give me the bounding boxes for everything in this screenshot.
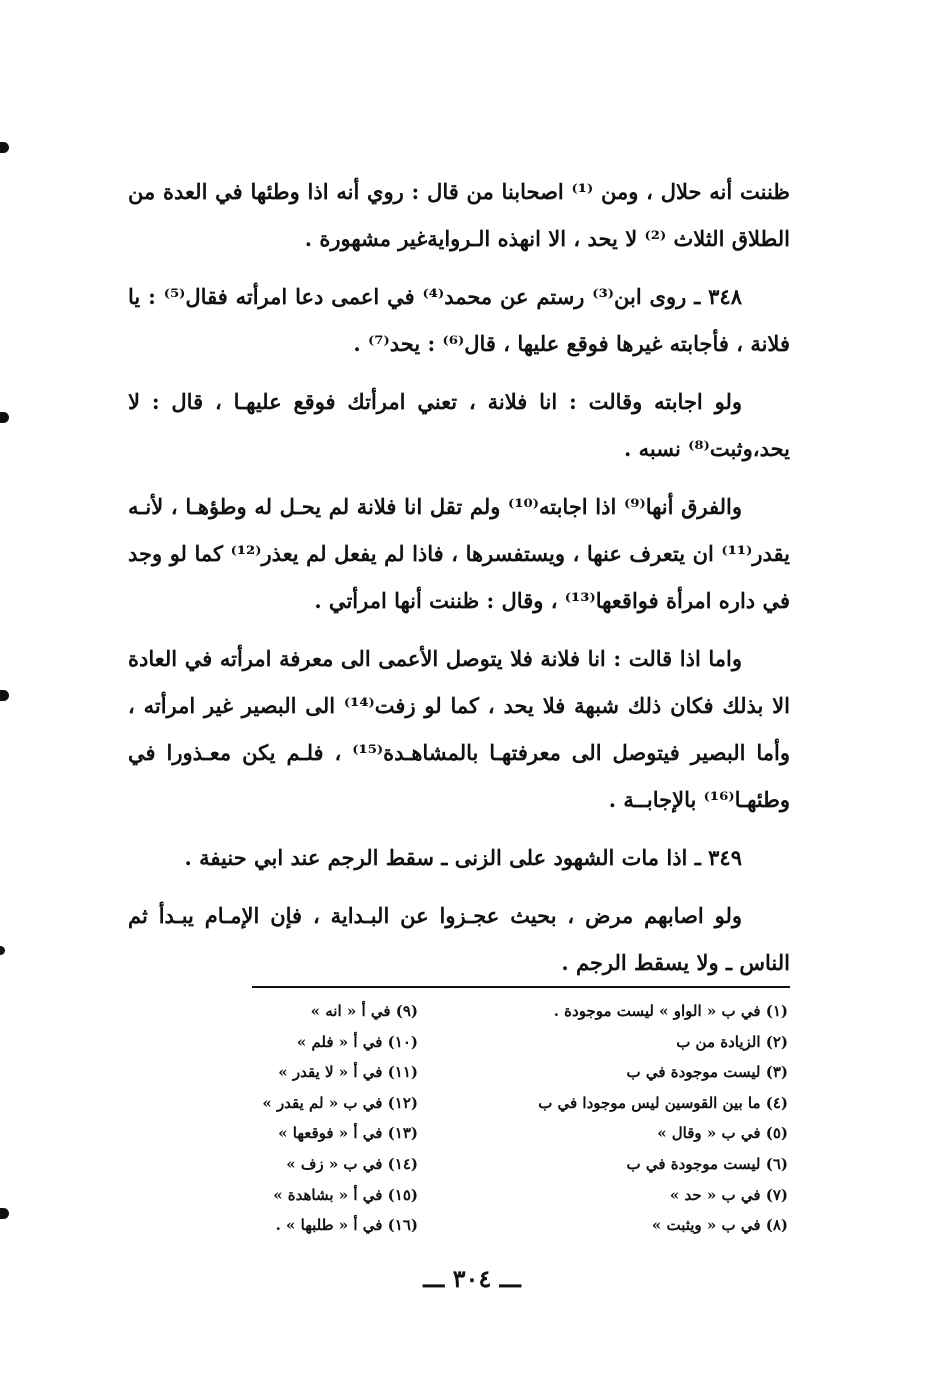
scan-edge-mark <box>0 1208 9 1219</box>
paragraph-349: ٣٤٩ ـ اذا مات الشهود على الزنى ـ سقط الرجم عند ابي حنيفة . <box>184 845 742 870</box>
footnote-separator <box>252 986 790 988</box>
footnote-3: (٣) ليست موجودة في ب <box>626 1063 788 1082</box>
page-number: ـــ ٣٠٤ ـــ <box>423 1264 521 1293</box>
paragraph-7: ولو اصابهم مرض ، بحيث عجـزوا عن البـداية ، فإن الإمـام يبـدأ ثم الناس ـ ولا يسقط الرجم . <box>128 903 790 975</box>
paragraph-348: ٣٤٨ ـ روى ابن⁽³⁾ رستم عن محمد⁽⁴⁾ في اعمى دعا امرأته فقال⁽⁵⁾ : يا فلانة ، فأجابته غيرها فوقع عليها ، قال⁽⁶⁾ : يحد⁽⁷⁾ . <box>128 284 790 356</box>
footnote-2: (٢) الزيادة من ب <box>676 1032 788 1051</box>
footnote-13: (١٣) في أ « فوقعها » <box>278 1124 418 1143</box>
footnote-8: (٨) في ب « ويثبت » <box>651 1216 788 1235</box>
footnotes-left-column <box>228 996 418 1241</box>
footnote-15: (١٥) في أ « بشاهدة » <box>273 1185 418 1204</box>
footnote-11: (١١) في أ « لا يقدر » <box>278 1063 418 1082</box>
footnote-1: (١) في ب « الواو » ليست موجودة . <box>553 1002 788 1020</box>
paragraph-5: واما اذا قالت : انا فلانة فلا يتوصل الأعمى الى معرفة امرأته في العادة الا بذلك فكان ذلك شبهة فلا يحد ، كما لو زفت⁽¹⁴⁾ الى البصير غير امرأته ، وأما البصير فيتوصل الى معرفتهـا بالمشاهـدة⁽¹⁵⁾ ، فلـم يكن معـذورا في وطئهـا⁽¹⁶⁾ بالإجابــة . <box>128 646 790 812</box>
scan-edge-mark <box>0 690 9 701</box>
footnote-16: (١٦) في أ « طلبها » . <box>275 1216 418 1235</box>
footnote-9: (٩) في أ « انه » <box>310 1002 418 1020</box>
footnotes-right-column <box>498 996 788 1241</box>
footnote-4: (٤) ما بين القوسين ليس موجودا في ب <box>538 1093 788 1112</box>
scan-edge-mark <box>0 412 9 423</box>
footnote-10: (١٠) في أ « فلم » <box>296 1032 418 1051</box>
footnote-5: (٥) في ب « وقال » <box>657 1124 788 1143</box>
scan-edge-mark <box>0 946 5 955</box>
main-text <box>128 168 790 997</box>
paragraph-4: والفرق أنها⁽⁹⁾ اذا اجابته⁽¹⁰⁾ ولم تقل انا فلانة لم يحـل له وطؤهـا ، لأنـه يقدر⁽¹¹⁾ ان يتعرف عنها ، ويستفسرها ، فاذا لم يفعل لم يعذر⁽¹²⁾ كما لو وجد في داره امرأة فواقعها⁽¹³⁾ ، وقال : ظننت أنها امرأتي . <box>128 494 790 613</box>
scan-edge-mark <box>0 142 9 153</box>
footnote-7: (٧) في ب « حد » <box>669 1185 788 1204</box>
footnote-14: (١٤) في ب « زف » <box>286 1154 418 1173</box>
footnote-6: (٦) ليست موجودة في ب <box>626 1154 788 1173</box>
paragraph-1: ظننت أنه حلال ، ومن ⁽¹⁾ اصحابنا من قال : روي أنه اذا وطئها في العدة من الطلاق الثلاث ⁽²⁾ لا يحد ، الا انهذه الـروايةغير مشهورة . <box>128 179 791 251</box>
footnote-12: (١٢) في ب « لم يقدر » <box>262 1093 418 1112</box>
paragraph-3: ولو اجابته وقالت : انا فلانة ، تعني امرأتك فوقع عليهـا ، قال : لا يحد،وثبت⁽⁸⁾ نسبه . <box>128 389 790 461</box>
